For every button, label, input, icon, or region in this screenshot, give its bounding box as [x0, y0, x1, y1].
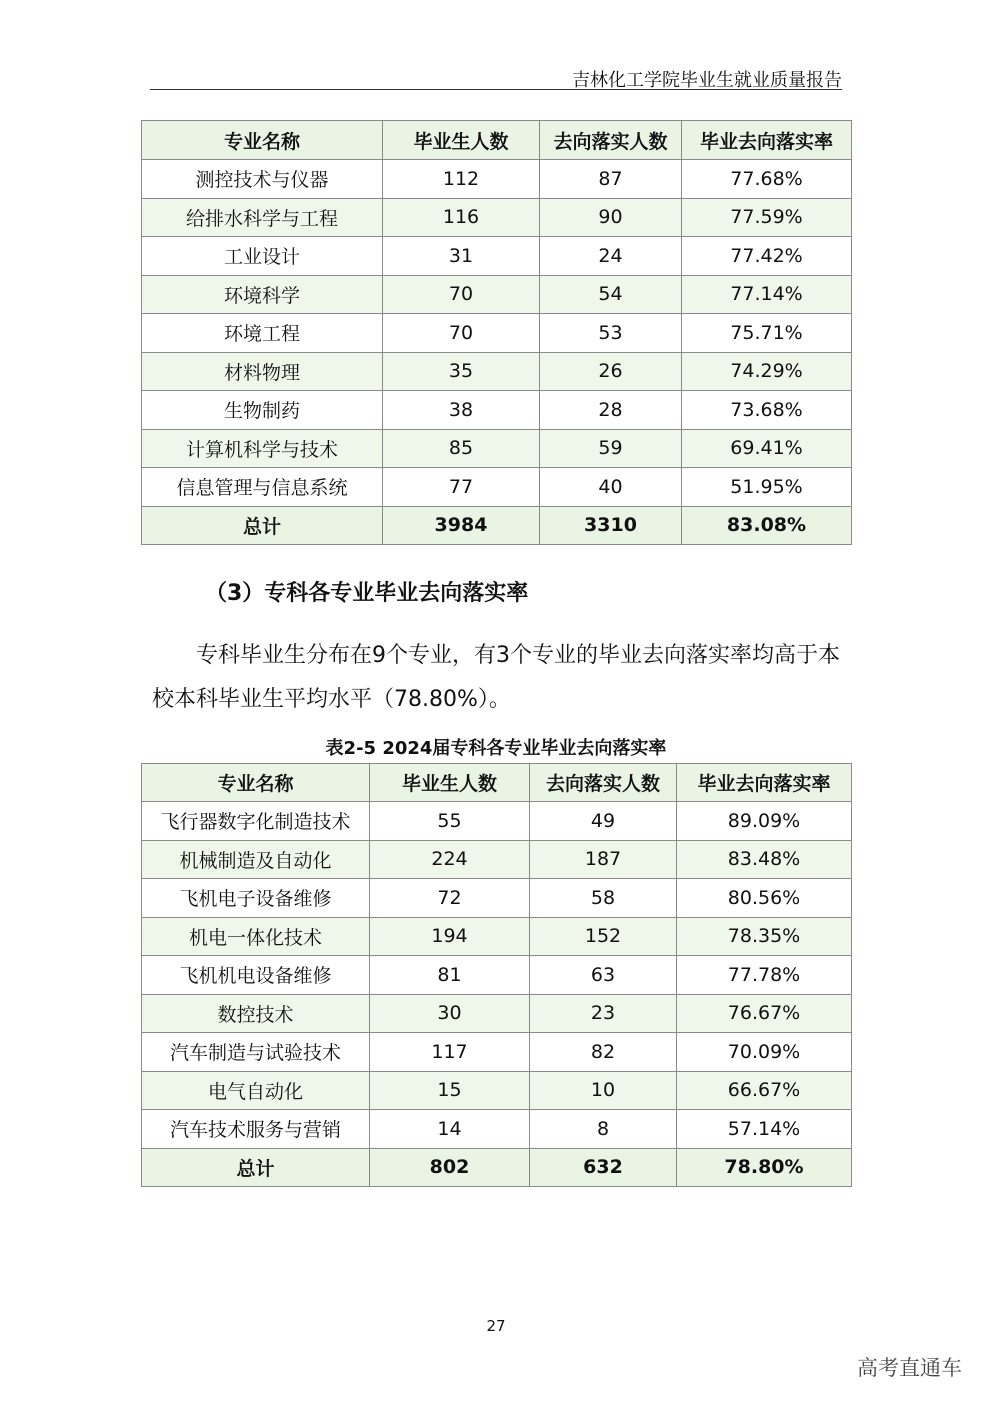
cell-rate: 83.48% — [677, 840, 852, 879]
cell-graduates: 31 — [383, 237, 540, 276]
table-row — [142, 956, 852, 995]
cell-placed: 53 — [540, 314, 682, 353]
cell-major: 机电一体化技术 — [142, 917, 370, 956]
cell-major: 材料物理 — [142, 352, 383, 391]
cell-rate: 74.29% — [682, 352, 852, 391]
cell-major: 环境工程 — [142, 314, 383, 353]
total-cell-placed: 632 — [530, 1148, 677, 1187]
cell-placed: 24 — [540, 237, 682, 276]
cell-placed: 58 — [530, 879, 677, 918]
cell-major: 生物制药 — [142, 391, 383, 430]
cell-graduates: 14 — [370, 1110, 530, 1149]
cell-rate: 78.35% — [677, 917, 852, 956]
cell-major: 机械制造及自动化 — [142, 840, 370, 879]
cell-placed: 82 — [530, 1033, 677, 1072]
cell-placed: 59 — [540, 429, 682, 468]
cell-rate: 77.78% — [677, 956, 852, 995]
cell-rate: 77.68% — [682, 160, 852, 199]
cell-graduates: 81 — [370, 956, 530, 995]
cell-rate: 73.68% — [682, 391, 852, 430]
section-paragraph: 专科毕业生分布在9个专业，有3个专业的毕业去向落实率均高于本校本科毕业生平均水平（78.80%）。 — [152, 643, 840, 712]
table-row — [142, 468, 852, 507]
cell-rate: 89.09% — [677, 802, 852, 841]
cell-major: 电气自动化 — [142, 1071, 370, 1110]
table-caption: 表2-5 2024届专科各专业毕业去向落实率 — [325, 738, 667, 759]
cell-rate: 77.42% — [682, 237, 852, 276]
table-row — [142, 160, 852, 199]
cell-graduates: 116 — [383, 198, 540, 237]
total-cell-major: 总计 — [142, 1148, 370, 1187]
table-header-row — [142, 764, 852, 802]
cell-major: 数控技术 — [142, 994, 370, 1033]
cell-graduates: 77 — [383, 468, 540, 507]
cell-major: 汽车制造与试验技术 — [142, 1033, 370, 1072]
cell-rate: 69.41% — [682, 429, 852, 468]
table-row — [142, 237, 852, 276]
page-number: 27 — [486, 1317, 506, 1335]
table-row — [142, 994, 852, 1033]
cell-rate: 75.71% — [682, 314, 852, 353]
section-heading: （3）专科各专业毕业去向落实率 — [205, 581, 529, 606]
cell-rate: 77.14% — [682, 275, 852, 314]
cell-graduates: 15 — [370, 1071, 530, 1110]
cell-graduates: 35 — [383, 352, 540, 391]
cell-major: 汽车技术服务与营销 — [142, 1110, 370, 1149]
cell-placed: 90 — [540, 198, 682, 237]
cell-major: 测控技术与仪器 — [142, 160, 383, 199]
table-row — [142, 198, 852, 237]
col-header-placed: 去向落实人数 — [540, 121, 682, 160]
cell-major: 信息管理与信息系统 — [142, 468, 383, 507]
col-header-rate: 毕业去向落实率 — [677, 764, 852, 802]
table-row — [142, 429, 852, 468]
cell-placed: 8 — [530, 1110, 677, 1149]
vocational-major-table — [141, 763, 852, 1187]
cell-rate: 57.14% — [677, 1110, 852, 1149]
cell-rate: 77.59% — [682, 198, 852, 237]
table-row — [142, 1033, 852, 1072]
cell-placed: 26 — [540, 352, 682, 391]
table-row — [142, 917, 852, 956]
cell-graduates: 112 — [383, 160, 540, 199]
cell-placed: 28 — [540, 391, 682, 430]
total-cell-placed: 3310 — [540, 506, 682, 545]
cell-graduates: 117 — [370, 1033, 530, 1072]
table-row — [142, 391, 852, 430]
cell-major: 环境科学 — [142, 275, 383, 314]
table-row — [142, 879, 852, 918]
col-header-placed: 去向落实人数 — [530, 764, 677, 802]
header-rule — [150, 89, 842, 90]
cell-major: 工业设计 — [142, 237, 383, 276]
table-row — [142, 802, 852, 841]
col-header-rate: 毕业去向落实率 — [682, 121, 852, 160]
cell-placed: 23 — [530, 994, 677, 1033]
total-cell-rate: 78.80% — [677, 1148, 852, 1187]
cell-graduates: 224 — [370, 840, 530, 879]
cell-placed: 152 — [530, 917, 677, 956]
cell-graduates: 38 — [383, 391, 540, 430]
col-header-graduates: 毕业生人数 — [370, 764, 530, 802]
table-total-row — [142, 506, 852, 545]
total-cell-graduates: 802 — [370, 1148, 530, 1187]
cell-graduates: 55 — [370, 802, 530, 841]
table-row — [142, 840, 852, 879]
report-header-title: 吉林化工学院毕业生就业质量报告 — [572, 70, 842, 91]
cell-rate: 70.09% — [677, 1033, 852, 1072]
cell-major: 飞机电子设备维修 — [142, 879, 370, 918]
table-row — [142, 1110, 852, 1149]
total-cell-major: 总计 — [142, 506, 383, 545]
total-cell-rate: 83.08% — [682, 506, 852, 545]
cell-placed: 10 — [530, 1071, 677, 1110]
cell-placed: 40 — [540, 468, 682, 507]
cell-rate: 80.56% — [677, 879, 852, 918]
cell-major: 给排水科学与工程 — [142, 198, 383, 237]
cell-major: 飞机机电设备维修 — [142, 956, 370, 995]
table-header-row — [142, 121, 852, 160]
col-header-graduates: 毕业生人数 — [383, 121, 540, 160]
total-cell-graduates: 3984 — [383, 506, 540, 545]
cell-graduates: 194 — [370, 917, 530, 956]
cell-major: 计算机科学与技术 — [142, 429, 383, 468]
table-row — [142, 352, 852, 391]
table-row — [142, 1071, 852, 1110]
cell-placed: 87 — [540, 160, 682, 199]
cell-graduates: 70 — [383, 314, 540, 353]
cell-rate: 66.67% — [677, 1071, 852, 1110]
cell-rate: 51.95% — [682, 468, 852, 507]
col-header-major: 专业名称 — [142, 121, 383, 160]
cell-major: 飞行器数字化制造技术 — [142, 802, 370, 841]
cell-graduates: 85 — [383, 429, 540, 468]
col-header-major: 专业名称 — [142, 764, 370, 802]
undergrad-major-table — [141, 120, 852, 545]
cell-graduates: 72 — [370, 879, 530, 918]
cell-placed: 49 — [530, 802, 677, 841]
cell-graduates: 30 — [370, 994, 530, 1033]
cell-placed: 54 — [540, 275, 682, 314]
table-row — [142, 314, 852, 353]
table-total-row — [142, 1148, 852, 1187]
cell-rate: 76.67% — [677, 994, 852, 1033]
cell-placed: 63 — [530, 956, 677, 995]
watermark-text: 高考直通车 — [857, 1356, 962, 1380]
cell-placed: 187 — [530, 840, 677, 879]
table-row — [142, 275, 852, 314]
cell-graduates: 70 — [383, 275, 540, 314]
